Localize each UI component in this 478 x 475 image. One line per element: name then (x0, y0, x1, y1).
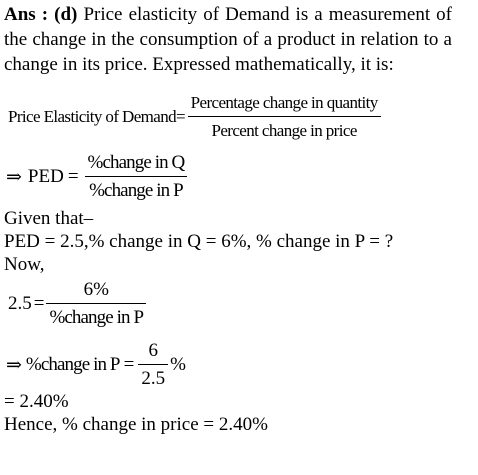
formula3-denominator: %change in P (49, 307, 144, 328)
formula3-fraction (46, 279, 146, 329)
solve-formula (6, 340, 186, 390)
ped-definition-formula (8, 92, 383, 142)
answer-prefix: Ans : (d) (4, 4, 78, 25)
formula3-numerator: 6% (83, 279, 109, 300)
now-label: Now, (4, 254, 45, 275)
given-label: Given that– (4, 208, 94, 229)
implies-symbol: ⇒ (6, 166, 22, 188)
formula2-numerator: %change in Q (87, 152, 185, 173)
formula3-equals: = (33, 293, 45, 314)
formula2-denominator: %change in P (89, 180, 183, 201)
formula2-equals: = (67, 166, 79, 187)
formula4-fraction (138, 340, 168, 390)
formula1-lhs: Price Elasticity of Demand (8, 107, 177, 126)
answer-paragraph (4, 2, 452, 77)
formula4-suffix: % (170, 354, 186, 375)
formula1-fraction (188, 92, 381, 142)
formula1-denominator: Percent change in price (211, 121, 357, 140)
formula1-equals: = (176, 107, 186, 126)
ped-short-formula (6, 152, 189, 202)
result-value: = 2.40% (4, 391, 69, 412)
given-values: PED = 2.5,% change in Q = 6%, % change in P = ? (4, 231, 394, 252)
formula4-equals: = (123, 354, 135, 375)
formula2-lhs: PED (27, 166, 64, 187)
formula1-numerator: Percentage change in quantity (190, 93, 378, 112)
formula4-lhs: %change in P (25, 354, 120, 375)
formula2-fraction (85, 152, 188, 202)
formula3-lhs: 2.5 (8, 293, 32, 314)
implies-symbol: ⇒ (6, 354, 22, 376)
substitution-formula (8, 279, 148, 329)
answer-intro: Price elasticity of Demand is a measurement of the change in the consumption of a product in relation to a change in its price. Expressed mathematically, it is: (4, 4, 452, 75)
formula4-numerator: 6 (148, 340, 158, 361)
formula4-denominator: 2.5 (141, 368, 166, 389)
conclusion: Hence, % change in price = 2.40% (4, 414, 268, 435)
